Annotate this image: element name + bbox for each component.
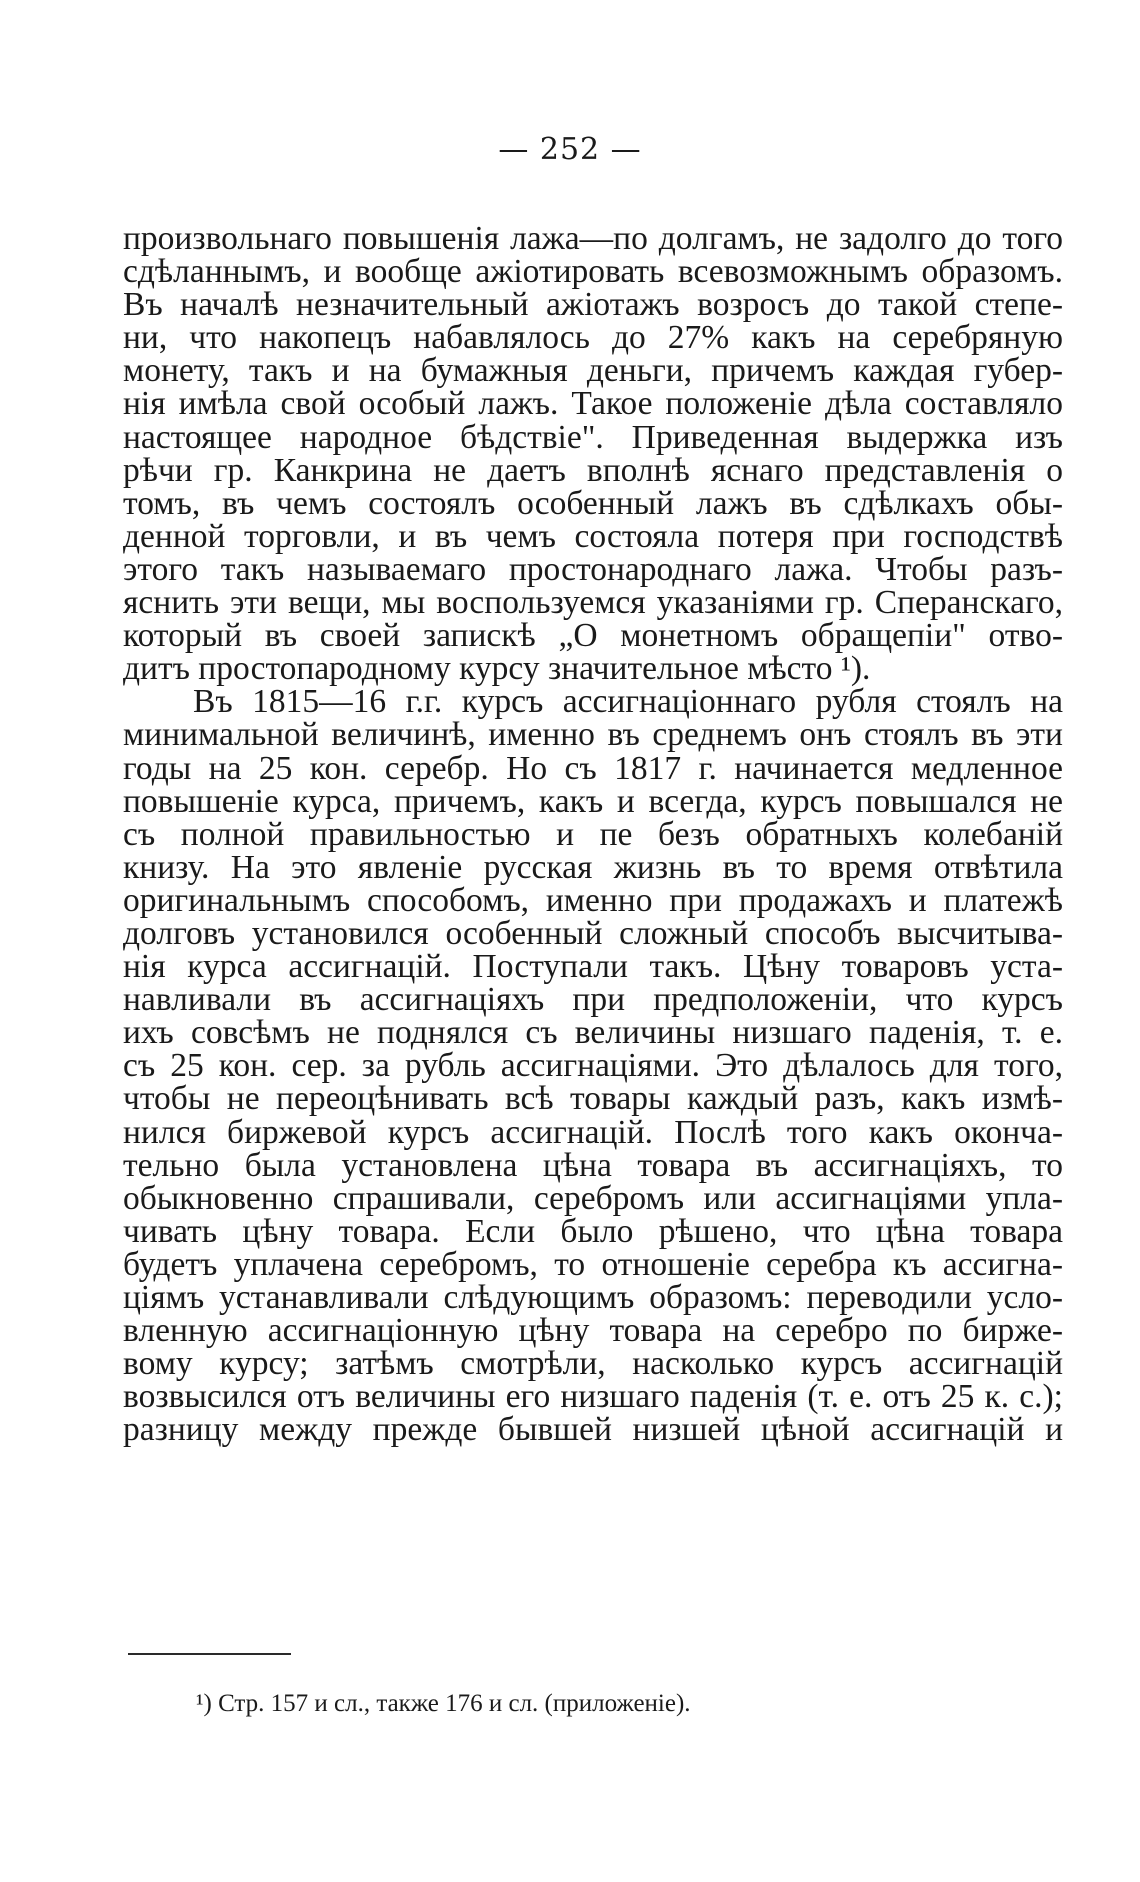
text-line: томъ, въ чемъ состоялъ особенный лажъ въ сдѣлкахъ обы- — [123, 484, 1063, 522]
text-line: монету, такъ и на бумажныя деньги, причемъ каждая губер- — [123, 352, 1063, 390]
text-line: съ 25 кон. сер. за рубль ассигнаціями. Это дѣлалось для того, — [123, 1047, 1063, 1085]
text-line: навливали въ ассигнаціяхъ при предположеніи, что курсъ — [123, 981, 1063, 1019]
text-line: нія курса ассигнацій. Поступали такъ. Цѣну товаровъ уста- — [123, 948, 1063, 986]
text-line: Въ началѣ незначительный ажіотажъ возросъ до такой степе- — [123, 286, 1063, 324]
text-line: будетъ уплачена серебромъ, то отношеніе серебра къ ассигна- — [123, 1245, 1063, 1283]
text-line: Въ 1815—16 г.г. курсъ ассигнаціоннаго рубля стоялъ на — [193, 683, 1063, 721]
text-line: ихъ совсѣмъ не поднялся съ величины низшаго паденія, т. е. — [123, 1014, 1063, 1052]
text-line: минимальной величинѣ, именно въ среднемъ онъ стоялъ въ эти — [123, 716, 1063, 754]
text-line: возвысился отъ величины его низшаго паденія (т. е. отъ 25 к. с.); — [123, 1378, 1063, 1416]
text-line: произвольнаго повышенія лажа—по долгамъ, не задолго до того — [123, 220, 1063, 257]
text-line: яснить эти вещи, мы воспользуемся указаніями гр. Сперанскаго, — [123, 584, 1063, 622]
text-line: разницу между прежде бывшей низшей цѣной ассигнацій и — [123, 1411, 1063, 1449]
body-text — [123, 220, 1063, 1449]
text-line: долговъ установился особенный сложный способъ высчитыва- — [123, 914, 1063, 952]
footnote-divider — [128, 1653, 291, 1655]
text-line: оригинальнымъ способомъ, именно при продажахъ и платежѣ — [123, 881, 1063, 919]
page-number: — 252 — — [498, 132, 642, 167]
text-line: вленную ассигнаціонную цѣну товара на серебро по бирже- — [123, 1312, 1063, 1350]
text-line: дитъ простопародному курсу значительное мѣсто ¹). — [123, 650, 871, 688]
text-line: который въ своей запискѣ „О монетномъ обращепіи" отво- — [123, 617, 1063, 655]
text-line: съ полной правильностью и пе безъ обратныхъ колебаній — [123, 815, 1063, 853]
text-line: повышеніе курса, причемъ, какъ и всегда, курсъ повышался не — [123, 782, 1063, 820]
text-line: нился биржевой курсъ ассигнацій. Послѣ того какъ оконча- — [123, 1113, 1063, 1151]
text-line: ціямъ устанавливали слѣдующимъ образомъ: переводили усло- — [123, 1279, 1063, 1316]
text-line: нія имѣла свой особый лажъ. Такое положеніе дѣла составляло — [123, 385, 1063, 423]
text-line: обыкновенно спрашивали, серебромъ или ассигнаціями упла- — [123, 1179, 1063, 1217]
text-line: тельно была установлена цѣна товара въ ассигнаціяхъ, то — [123, 1146, 1063, 1184]
text-line: рѣчи гр. Канкрина не даетъ вполнѣ яснаго представленія о — [123, 451, 1063, 489]
text-line: настоящее народное бѣдствіе". Приведенная выдержка изъ — [123, 418, 1063, 456]
text-line: книзу. На это явленіе русская жизнь въ то время отвѣтила — [123, 848, 1063, 886]
text-line: сдѣланнымъ, и вообще ажіотировать всевозможнымъ образомъ. — [123, 253, 1063, 291]
text-line: ни, что накопецъ набавлялось до 27% какъ на серебряную — [123, 319, 1063, 357]
footnote: ¹) Стр. 157 и сл., также 176 и сл. (приложеніе). — [196, 1690, 691, 1717]
text-line: этого такъ называемаго простонароднаго лажа. Чтобы разъ- — [123, 550, 1063, 588]
text-line: чивать цѣну товара. Если было рѣшено, что цѣна товара — [123, 1212, 1063, 1250]
text-line: чтобы не переоцѣнивать всѣ товары каждый разъ, какъ измѣ- — [123, 1080, 1063, 1118]
text-line: годы на 25 кон. серебр. Но съ 1817 г. начинается медленное — [123, 749, 1063, 787]
text-line: вому курсу; затѣмъ смотрѣли, насколько курсъ ассигнацій — [123, 1345, 1063, 1383]
text-line: денной торговли, и въ чемъ состояла потеря при господствѣ — [123, 517, 1063, 555]
